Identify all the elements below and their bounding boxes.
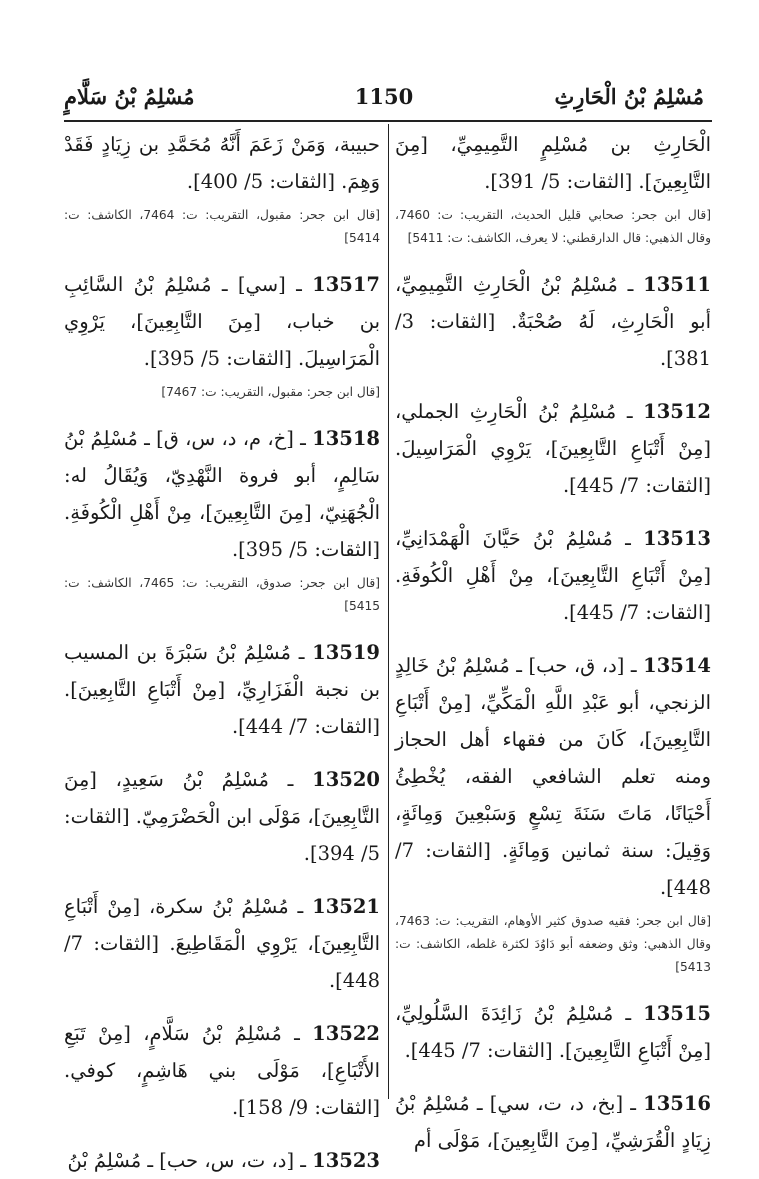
entry-13512 (395, 393, 711, 504)
entry-note: [قال ابن جحر: مقبول، التقريب: ت: 7464، الكاشف: ت: 5414] (64, 208, 380, 245)
entry-13521 (64, 888, 380, 999)
entry-number: 13515 (643, 1002, 711, 1025)
entry-13522 (64, 1015, 380, 1126)
entry-number: 13519 (312, 641, 380, 664)
entry-13516 (395, 1085, 711, 1159)
entry-number: 13523 (312, 1149, 380, 1172)
entry-number: 13522 (312, 1022, 380, 1045)
entry-text: حبيبة، وَمَنْ زَعَمَ أَنَّهُ مُحَمَّدِ بن زِيَادٍ فَقَدْ وَهِمَ. [الثقات: 5/ 400]. (64, 133, 380, 193)
header-rule (64, 120, 712, 122)
entry-text: ـ [د، ق، حب] ـ مُسْلِمُ بْنُ خَالِدٍ الزنجي، أبو عَبْدِ اللَّهِ الْمَكِّيِّ، [مِنْ أَتْبَاعِ التَّابِعِينَ]، كَانَ من فقهاء أهل الحجاز ومنه تعلم الشافعي الفقه، يُخْطِئُ أَحْيَانًا، مَاتَ سَنَةَ تِسْعٍ وَسَبْعِينَ وَمِائَةٍ، وَقِيلَ: سنة ثمانين وَمِائَةٍ. [الثقات: 7/ 448]. (395, 654, 711, 899)
entry-number: 13516 (643, 1092, 711, 1115)
entry-text: ـ [سي] ـ مُسْلِمُ بْنُ السَّائِبِ بن خباب، [مِنَ التَّابِعِينَ]، يَرْوِي الْمَرَاسِيلَ. [الثقات: 5/ 395]. (64, 273, 380, 370)
entry-number: 13518 (312, 427, 380, 450)
left-column (64, 126, 380, 1179)
entry-13514 (395, 647, 711, 979)
running-head-right: مُسْلِمُ بْنُ الْحَارِثِ (554, 84, 704, 109)
entry-13517 (64, 266, 380, 404)
entry-continued (395, 126, 711, 250)
entry-text: ـ مُسْلِمُ بْنُ الْحَارِثِ التَّمِيمِيِّ، أبو الْحَارِثِ، لَهُ صُحْبَةٌ. [الثقات: 3/ 381]. (395, 273, 711, 370)
entry-text: الْحَارِثِ بن مُسْلِمٍ التَّمِيمِيِّ، [مِنَ التَّابِعِينَ]. [الثقات: 5/ 391]. (395, 133, 711, 193)
page-header (64, 82, 704, 116)
entry-text: ـ مُسْلِمُ بْنُ سَبْرَةَ بن المسيب بن نجبة الْفَزَارِيِّ، [مِنْ أَتْبَاعِ التَّابِعِينَ]. [الثقات: 7/ 444]. (64, 641, 380, 738)
entry-13519 (64, 634, 380, 745)
entry-text: ـ [بخ، د، ت، سي] ـ مُسْلِمُ بْنُ زِيَادٍ الْقُرَشِيِّ، [مِنَ التَّابِعِينَ]، مَوْلَى أم (395, 1092, 711, 1152)
right-column (395, 126, 711, 1159)
running-head-left: مُسْلِمُ بْنُ سَلَّامٍ (64, 84, 195, 109)
entry-number: 13514 (643, 654, 711, 677)
entry-number: 13517 (312, 273, 380, 296)
entry-text: ـ مُسْلِمُ بْنُ سَلَّامٍ، [مِنْ تَبَعِ الأَتْبَاعِ]، مَوْلَى بني هَاشِمٍ، كوفي. [الثقات: 9/ 158]. (64, 1022, 380, 1119)
entry-note: [قال ابن جحر: مقبول، التقريب: ت: 7467] (161, 385, 380, 399)
entry-text: ـ مُسْلِمُ بْنُ زَائِدَةَ السَّلُولِيِّ، [مِنْ أَتْبَاعِ التَّابِعِينَ]. [الثقات: 7/ 445]. (395, 1002, 711, 1062)
entry-13513 (395, 520, 711, 631)
entry-number: 13512 (643, 400, 711, 423)
entry-note: [قال ابن جحر: صحابي قليل الحديث، التقريب: ت: 7460، وقال الذهبي: قال الدارقطني: لا يعرف، الكاشف: ت: 5411] (395, 208, 711, 245)
entry-text: ـ مُسْلِمُ بْنُ الْحَارِثِ الجملي، [مِنْ أَتْبَاعِ التَّابِعِينَ]، يَرْوِي الْمَرَاسِيلَ. [الثقات: 7/ 445]. (395, 400, 711, 497)
entry-13515 (395, 995, 711, 1069)
entry-13518 (64, 420, 380, 618)
entry-text: ـ مُسْلِمُ بْنُ سَعِيدٍ، [مِنَ التَّابِعِينَ]، مَوْلَى ابن الْحَضْرَمِيّ. [الثقات: 5/ 394]. (64, 768, 380, 865)
page-number: 1150 (354, 84, 414, 109)
entry-number: 13511 (643, 273, 711, 296)
entry-text: ـ مُسْلِمُ بْنُ حَيَّانَ الْهَمْدَانِيِّ، [مِنْ أَتْبَاعِ التَّابِعِينَ]، مِنْ أَهْلِ الْكُوفَةِ. [الثقات: 7/ 445]. (395, 527, 711, 624)
entry-note: [قال ابن جحر: صدوق، التقريب: ت: 7465، الكاشف: ت: 5415] (64, 576, 380, 613)
entry-text: ـ مُسْلِمُ بْنُ سكرة، [مِنْ أَتْبَاعِ التَّابِعِينَ]، يَرْوِي الْمَقَاطِيعَ. [الثقات: 7/ 448]. (64, 895, 380, 992)
entry-number: 13513 (643, 527, 711, 550)
entry-text: ـ [د، ت، س، حب] ـ مُسْلِمُ بْنُ (67, 1149, 313, 1172)
entry-continued (64, 126, 380, 250)
entry-text: ـ [خ، م، د، س، ق] ـ مُسْلِمُ بْنُ سَالِمٍ، أبو فروة النَّهْدِيّ، وَيُقَالُ له: الْجُهَنِيّ، [مِنَ التَّابِعِينَ]، مِنْ أَهْلِ الْكُوفَةِ. [الثقات: 5/ 395]. (64, 427, 380, 561)
entry-number: 13520 (312, 768, 380, 791)
entry-13523 (64, 1142, 380, 1179)
entry-number: 13521 (312, 895, 380, 918)
column-divider (388, 124, 389, 1099)
entry-13511 (395, 266, 711, 377)
entry-note: [قال ابن جحر: فقيه صدوق كثير الأوهام، التقريب: ت: 7463، وقال الذهبي: وثق وضعفه أبو دَاوُدَ لكثرة غلطه، الكاشف: ت: 5413] (395, 914, 711, 974)
entry-13520 (64, 761, 380, 872)
